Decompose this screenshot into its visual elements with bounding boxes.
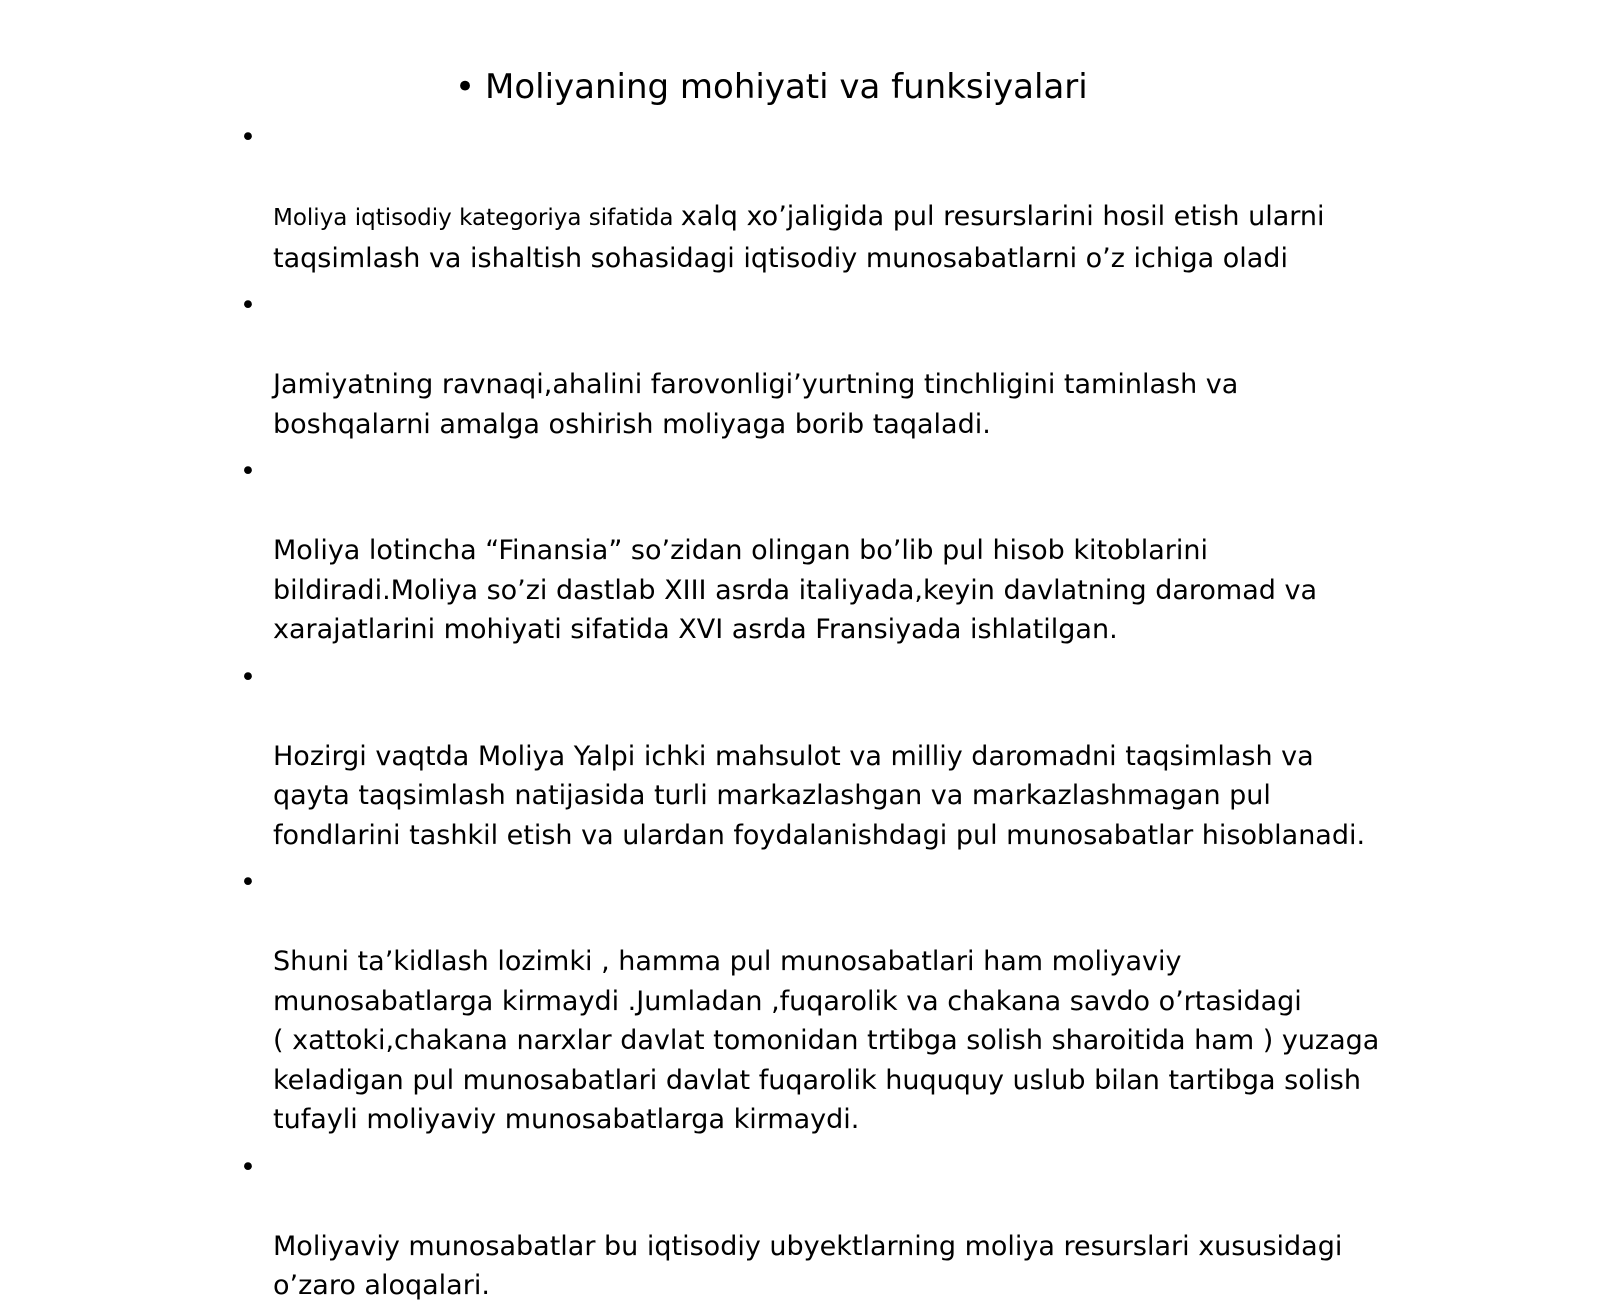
bullet-icon: • [240,661,256,693]
bullet-item [240,658,1490,856]
slide-title: Moliyaning mohiyati va funksiyalari [485,66,1088,107]
bullet-text: xalq xo’jaligida pul resurslarini hosil etish ularni taqsimlash va ishaltish sohasidagi iqtisodiy munosabatlarni o’z ichiga oladi [273,201,1325,274]
bullet-text: Shuni ta’kidlash lozimki , hamma pul munosabatlari ham moliyaviy munosabatlarga kirmaydi .Jumladan ,fuqarolik va chakana savdo o’rtasidagi ( xattoki,chakana narxlar davlat tomonidan trtibga solish sharoitida ham ) yuzaga keladigan pul munosabatlari davlat fuqarolik huququy uslub bilan tartibga solish tufayli moliyaviy munosabatlarga kirmaydi. [273,946,1380,1135]
bullet-icon: • [240,1151,256,1183]
bullet-list [240,118,1490,1314]
bullet-text: Moliyaviy munosabatlar bu iqtisodiy ubyektlarning moliya resurslari xususidagi o’zaro aloqalari. [273,1230,1343,1301]
bullet-text: Jamiyatning ravnaqi,ahalini farovonligi’yurtning tinchligini taminlash va boshqalarni amalga oshirish moliyaga borib taqaladi. [273,369,1239,440]
bullet-icon: • [240,867,256,898]
bullet-item [240,118,1490,278]
bullet-text: Moliya lotincha “Finansia” so’zidan olingan bo’lib pul hisob kitoblarini bildiradi.Moliya so’zi dastlab XIII asrda italiyada,keyin davlatning daromad va xarajatlarini mohiyati sifatida XVI asrda Fransiyada ishlatilgan. [273,535,1318,645]
slide-title-row [455,62,1215,112]
bullet-text: Hozirgi vaqtda Moliya Yalpi ichki mahsulot va milliy daromadni taqsimlash va qayta taqsimlash natijasida turli markazlashgan va markazlashmagan pul fondlarini tashkil etish va ulardan foydalanishdagi pul munosabatlar hisoblanadi. [273,740,1366,851]
bullet-item [240,286,1490,444]
bullet-icon: • [240,290,256,321]
bullet-icon: • [240,456,256,487]
title-bullet-icon: • [455,67,476,107]
bullet-item [240,863,1490,1140]
bullet-lead-text: Moliya iqtisodiy kategoriya sifatida [273,205,681,231]
bullet-item [240,1148,1490,1306]
bullet-icon: • [240,122,256,153]
bullet-item [240,452,1490,650]
